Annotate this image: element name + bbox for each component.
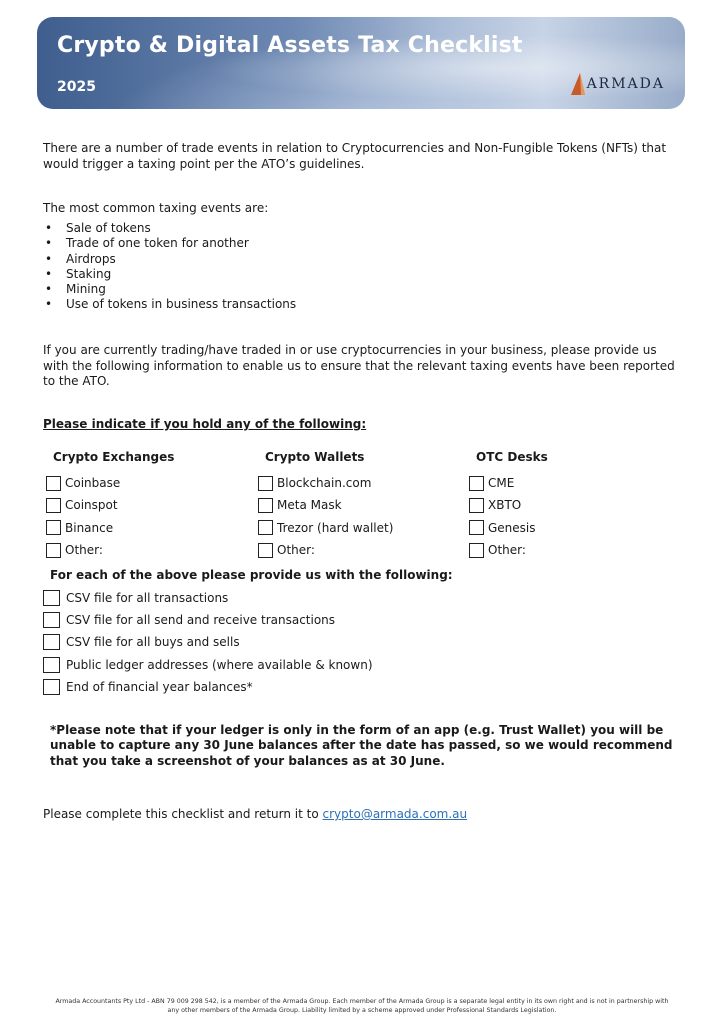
- requirement-item: [43, 654, 373, 676]
- option-coinbase: [46, 472, 174, 494]
- requirement-item: [43, 587, 373, 609]
- option-label: Coinbase: [65, 476, 121, 491]
- option-coinspot: [46, 494, 174, 516]
- checkbox[interactable]: [43, 590, 60, 606]
- option-other-otc: [469, 539, 548, 561]
- option-label: Blockchain.com: [277, 476, 372, 491]
- email-link[interactable]: crypto@armada.com.au: [322, 807, 468, 821]
- checkbox[interactable]: [258, 520, 273, 535]
- events-intro: The most common taxing events are:: [43, 201, 269, 215]
- document-title: Crypto & Digital Assets Tax Checklist: [57, 33, 523, 58]
- option-other-wallet: [258, 539, 393, 561]
- list-item: • Staking: [43, 267, 296, 282]
- option-cme: [469, 472, 548, 494]
- option-binance: [46, 517, 174, 539]
- legal-footer: [0, 998, 724, 1015]
- instructions-paragraph: If you are currently trading/have traded in or use cryptocurrencies in your business, please provide us with the following information to enable us to ensure that the relevant taxing events have been reported to the ATO.: [43, 343, 675, 388]
- list-item: • Trade of one token for another: [43, 236, 296, 251]
- option-genesis: [469, 517, 548, 539]
- footer-line: Armada Accountants Pty Ltd - ABN 79 009 298 542, is a member of the Armada Group. Each member of the Armada Group is a separate legal entity in its own right and is not in partnership with: [55, 998, 669, 1005]
- requirement-label: CSV file for all transactions: [66, 591, 229, 606]
- checkbox[interactable]: [258, 498, 273, 513]
- requirements-list: [43, 587, 373, 698]
- option-label: Coinspot: [65, 498, 118, 513]
- armada-logo-icon: [571, 73, 585, 95]
- option-label: Other:: [277, 543, 315, 558]
- requirement-label: Public ledger addresses (where available & known): [66, 657, 373, 672]
- checkbox[interactable]: [46, 520, 61, 535]
- checkbox[interactable]: [46, 543, 61, 558]
- option-metamask: [258, 494, 393, 516]
- list-item: • Sale of tokens: [43, 221, 296, 236]
- checkbox[interactable]: [469, 498, 484, 513]
- crypto-wallets-column: [258, 450, 393, 561]
- requirements-heading: For each of the above please provide us with the following:: [50, 568, 453, 582]
- checkbox[interactable]: [43, 657, 60, 673]
- list-item: • Airdrops: [43, 252, 296, 267]
- document-year: 2025: [57, 79, 96, 95]
- column-title: Crypto Exchanges: [53, 450, 175, 464]
- checkbox[interactable]: [46, 498, 61, 513]
- option-label: XBTO: [488, 498, 522, 513]
- option-label: Meta Mask: [277, 498, 342, 513]
- closing-text: Please complete this checklist and return it to: [43, 807, 323, 821]
- checkbox[interactable]: [258, 476, 273, 491]
- checkbox[interactable]: [258, 543, 273, 558]
- option-xbto: [469, 494, 548, 516]
- option-blockchain: [258, 472, 393, 494]
- list-item: • Use of tokens in business transactions: [43, 297, 296, 312]
- option-label: Other:: [65, 543, 103, 558]
- option-label: Other:: [488, 543, 526, 558]
- balance-note: *Please note that if your ledger is only in the form of an app (e.g. Trust Wallet) you will be unable to capture any 30 June balances after the date has passed, so we would recommend that you take a screenshot of your balances as at 30 June.: [50, 723, 673, 768]
- option-label: CME: [488, 476, 515, 491]
- option-trezor: [258, 517, 393, 539]
- requirement-item: [43, 676, 373, 698]
- option-label: Genesis: [488, 520, 536, 535]
- checkbox[interactable]: [469, 543, 484, 558]
- footer-line: any other members of the Armada Group. Liability limited by a scheme approved under Professional Standards Legislation.: [167, 1006, 557, 1014]
- otc-desks-column: [469, 450, 548, 561]
- checkbox[interactable]: [469, 476, 484, 491]
- taxing-events-list: [43, 221, 296, 313]
- logo-wordmark: ARMADA: [586, 76, 665, 92]
- crypto-exchanges-column: [46, 450, 174, 561]
- checkbox[interactable]: [43, 679, 60, 695]
- requirement-item: [43, 609, 373, 631]
- requirement-label: CSV file for all send and receive transactions: [66, 613, 336, 628]
- checkbox[interactable]: [46, 476, 61, 491]
- checkbox[interactable]: [43, 634, 60, 650]
- checkbox[interactable]: [469, 520, 484, 535]
- armada-logo: [571, 73, 665, 95]
- column-title: OTC Desks: [476, 450, 548, 464]
- requirement-item: [43, 631, 373, 653]
- option-other-exchange: [46, 539, 174, 561]
- requirement-label: CSV file for all buys and sells: [66, 635, 240, 650]
- list-item: • Mining: [43, 282, 296, 297]
- column-title: Crypto Wallets: [265, 450, 365, 464]
- closing-line: [43, 807, 467, 821]
- checkbox[interactable]: [43, 612, 60, 628]
- holdings-heading: Please indicate if you hold any of the following:: [43, 417, 367, 431]
- option-label: Trezor (hard wallet): [277, 520, 394, 535]
- header-banner: [37, 17, 685, 109]
- option-label: Binance: [65, 520, 114, 535]
- intro-paragraph: There are a number of trade events in relation to Cryptocurrencies and Non-Fungible Tokens (NFTs) that would trigger a taxing point per the ATO’s guidelines.: [43, 141, 667, 171]
- requirement-label: End of financial year balances*: [66, 679, 253, 694]
